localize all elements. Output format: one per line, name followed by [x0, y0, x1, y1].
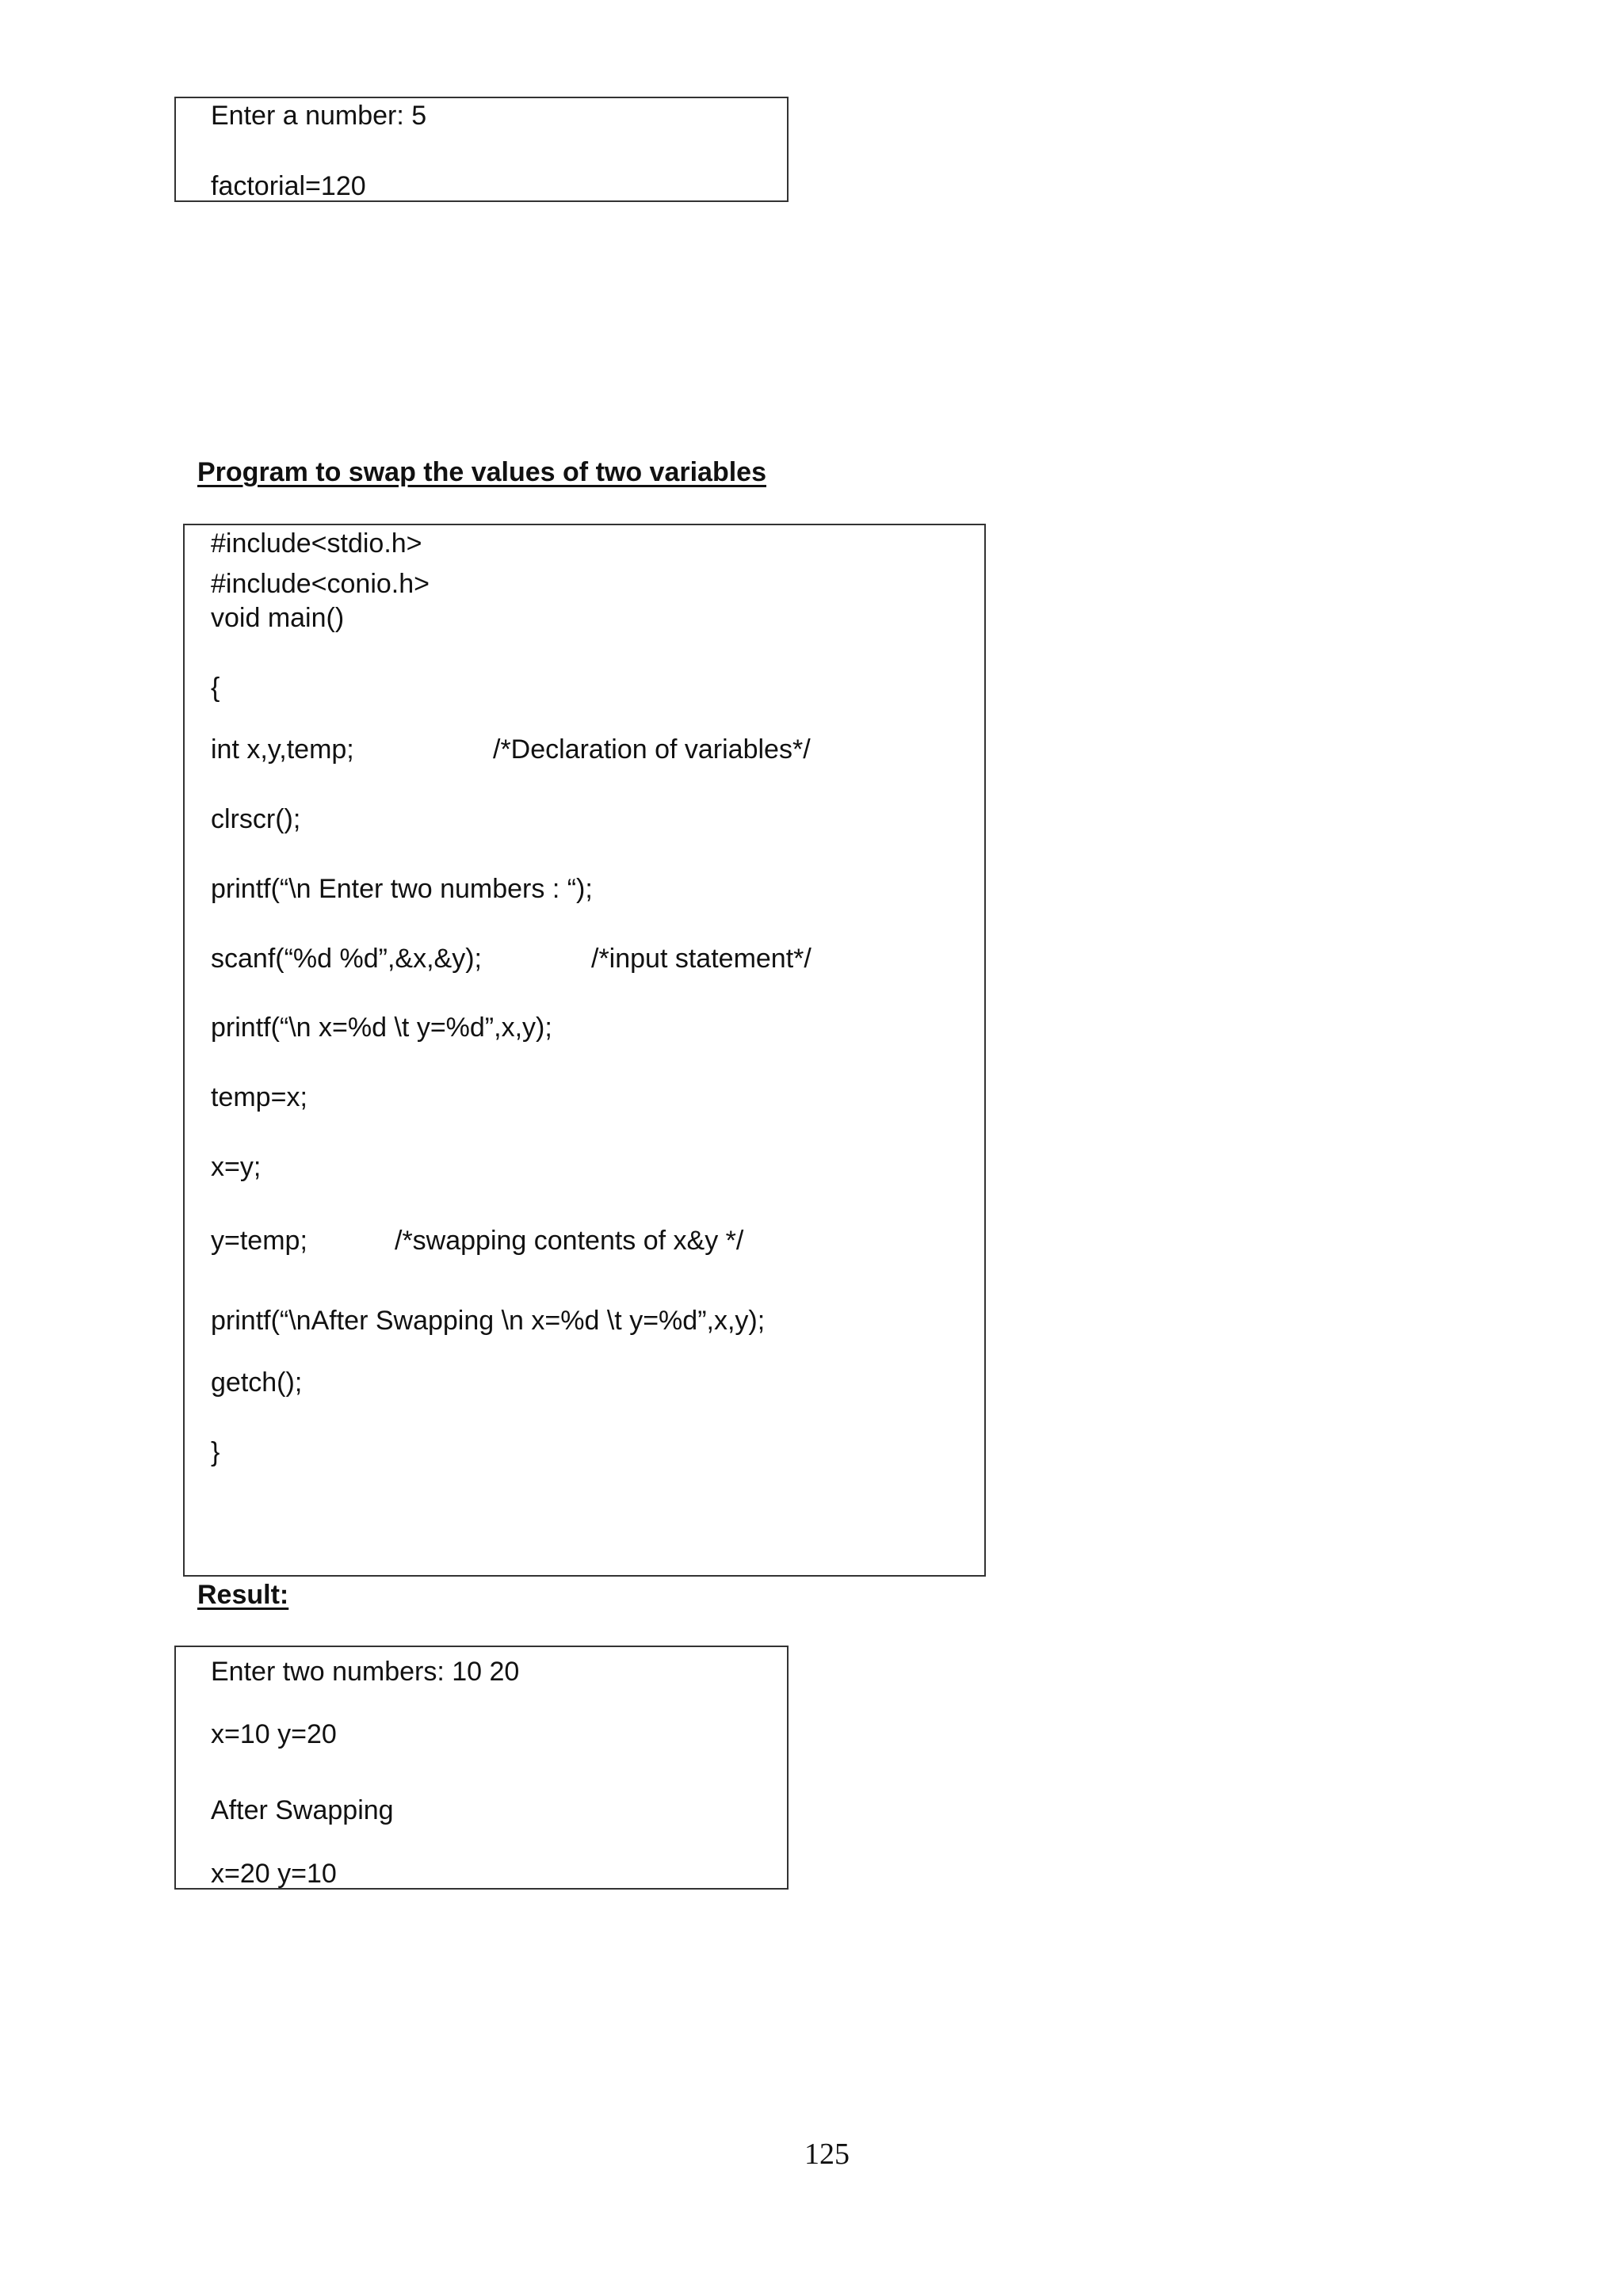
output-line: x=20 y=10 [211, 1859, 337, 1889]
code-line: y=temp; [211, 1226, 307, 1256]
code-line: clrscr(); [211, 804, 301, 834]
output-line: Enter two numbers: 10 20 [211, 1657, 520, 1687]
code-line: x=y; [211, 1152, 262, 1182]
code-line: scanf(“%d %d”,&x,&y); [211, 944, 482, 974]
code-comment: /*swapping contents of x&y */ [395, 1226, 744, 1256]
output-line: x=10 y=20 [211, 1719, 337, 1749]
code-line: #include<conio.h> [211, 569, 430, 599]
code-comment: /*input statement*/ [591, 944, 812, 974]
code-line: getch(); [211, 1367, 303, 1398]
code-line: int x,y,temp; [211, 734, 354, 765]
code-line: { [211, 673, 220, 703]
output-line: factorial=120 [211, 171, 366, 201]
page-number: 125 [804, 2138, 850, 2171]
code-line: printf(“\nAfter Swapping \n x=%d \t y=%d”,x,y); [211, 1306, 766, 1336]
code-comment: /*Declaration of variables*/ [493, 734, 811, 765]
code-box [183, 524, 986, 1577]
output-line: After Swapping [211, 1795, 394, 1825]
code-line: printf(“\n Enter two numbers : “); [211, 874, 593, 904]
result-heading: Result: [197, 1580, 289, 1610]
code-line: } [211, 1437, 220, 1467]
code-line: printf(“\n x=%d \t y=%d”,x,y); [211, 1013, 552, 1043]
code-line: temp=x; [211, 1082, 307, 1112]
code-line: #include<stdio.h> [211, 528, 422, 559]
output-line: Enter a number: 5 [211, 101, 427, 131]
section-heading: Program to swap the values of two variables [197, 457, 766, 487]
code-line: void main() [211, 603, 345, 633]
